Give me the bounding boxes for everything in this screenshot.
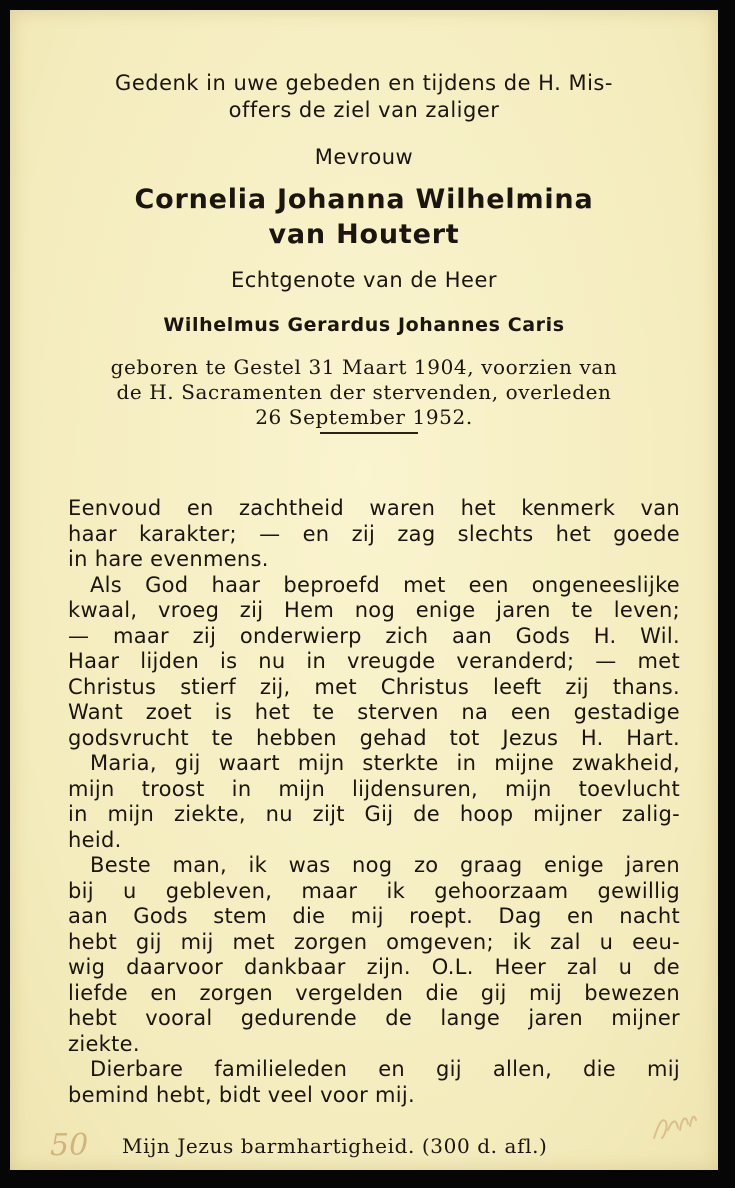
body-line: in mijn ziekte, nu zijt Gij de hoop mijner zalig- (68, 802, 680, 826)
body-line: haar karakter; — en zij zag slechts het goede (68, 521, 680, 546)
closing-prayer: Mijn Jezus barmhartigheid. (300 d. afl.) (122, 1134, 548, 1158)
memorial-body-text (68, 496, 680, 1108)
intro-line-1: Gedenk in uwe gebeden en tijdens de H. Mis- (115, 71, 613, 95)
body-line: mijn troost in mijn lijdensuren, mijn toevlucht (68, 776, 680, 801)
body-line: liefde en zorgen vergelden die gij mij bewezen (68, 980, 680, 1005)
body-line: in hare evenmens. (68, 547, 269, 571)
intro-text (10, 70, 718, 124)
deceased-name-line-1: Cornelia Johanna Wilhelmina (134, 184, 594, 215)
body-line: Als God haar beproefd met een ongeneeslijke (90, 572, 680, 597)
pencil-annotation: 50 (50, 1128, 89, 1163)
body-line: aan Gods stem die mij roept. Dag en nacht (68, 904, 680, 928)
body-line: Dierbare familieleden en gij allen, die mij (90, 1057, 680, 1081)
body-line: Want zoet is het te sterven na een gestadige (68, 700, 680, 724)
body-line: godsvrucht te hebben gehad tot Jezus H. Hart. (68, 725, 680, 750)
spouse-intro: Echtgenote van de Heer (230, 268, 498, 292)
body-line: Beste man, ik was nog zo graag enige jaren (90, 853, 680, 877)
dates-line-1: geboren te Gestel 31 Maart 1904, voorzien van (110, 355, 618, 379)
body-line: hebt vooral gedurende de lange jaren mijner (68, 1006, 680, 1030)
body-line: Haar lijden is nu in vreugde veranderd; — met (68, 649, 680, 673)
body-line: bemind hebt, bidt veel voor mij. (68, 1082, 416, 1107)
title-mevrouw: Mevrouw (314, 145, 414, 169)
memorial-card (10, 10, 718, 1170)
body-line: Maria, gij waart mijn sterkte in mijne zwakheid, (90, 751, 680, 775)
body-line: ziekte. (68, 1031, 140, 1056)
body-line: — maar zij onderwierp zich aan Gods H. Wil. (68, 623, 680, 648)
intro-line-2: offers de ziel van zaliger (228, 98, 500, 122)
body-line: heid. (68, 827, 122, 852)
divider-rule (320, 432, 418, 434)
body-line: Eenvoud en zachtheid waren het kenmerk van (68, 496, 680, 520)
pencil-scribble-icon (650, 1108, 698, 1144)
life-dates (10, 355, 718, 430)
dates-line-3: 26 September 1952. (255, 405, 473, 429)
dates-line-2: de H. Sacramenten der stervenden, overleden (116, 380, 612, 404)
deceased-name (10, 182, 718, 252)
spouse-name: Wilhelmus Gerardus Johannes Caris (163, 314, 565, 336)
body-line: bij u gebleven, maar ik gehoorzaam gewillig (68, 878, 680, 903)
deceased-name-line-2: van Houtert (268, 219, 460, 250)
body-line: hebt gij mij met zorgen omgeven; ik zal u eeu- (68, 929, 680, 954)
body-line: Christus stierf zij, met Christus leeft zij thans. (68, 674, 680, 699)
body-line: wig daarvoor dankbaar zijn. O.L. Heer zal u de (68, 955, 680, 979)
body-line: kwaal, vroeg zij Hem nog enige jaren te leven; (68, 598, 680, 622)
